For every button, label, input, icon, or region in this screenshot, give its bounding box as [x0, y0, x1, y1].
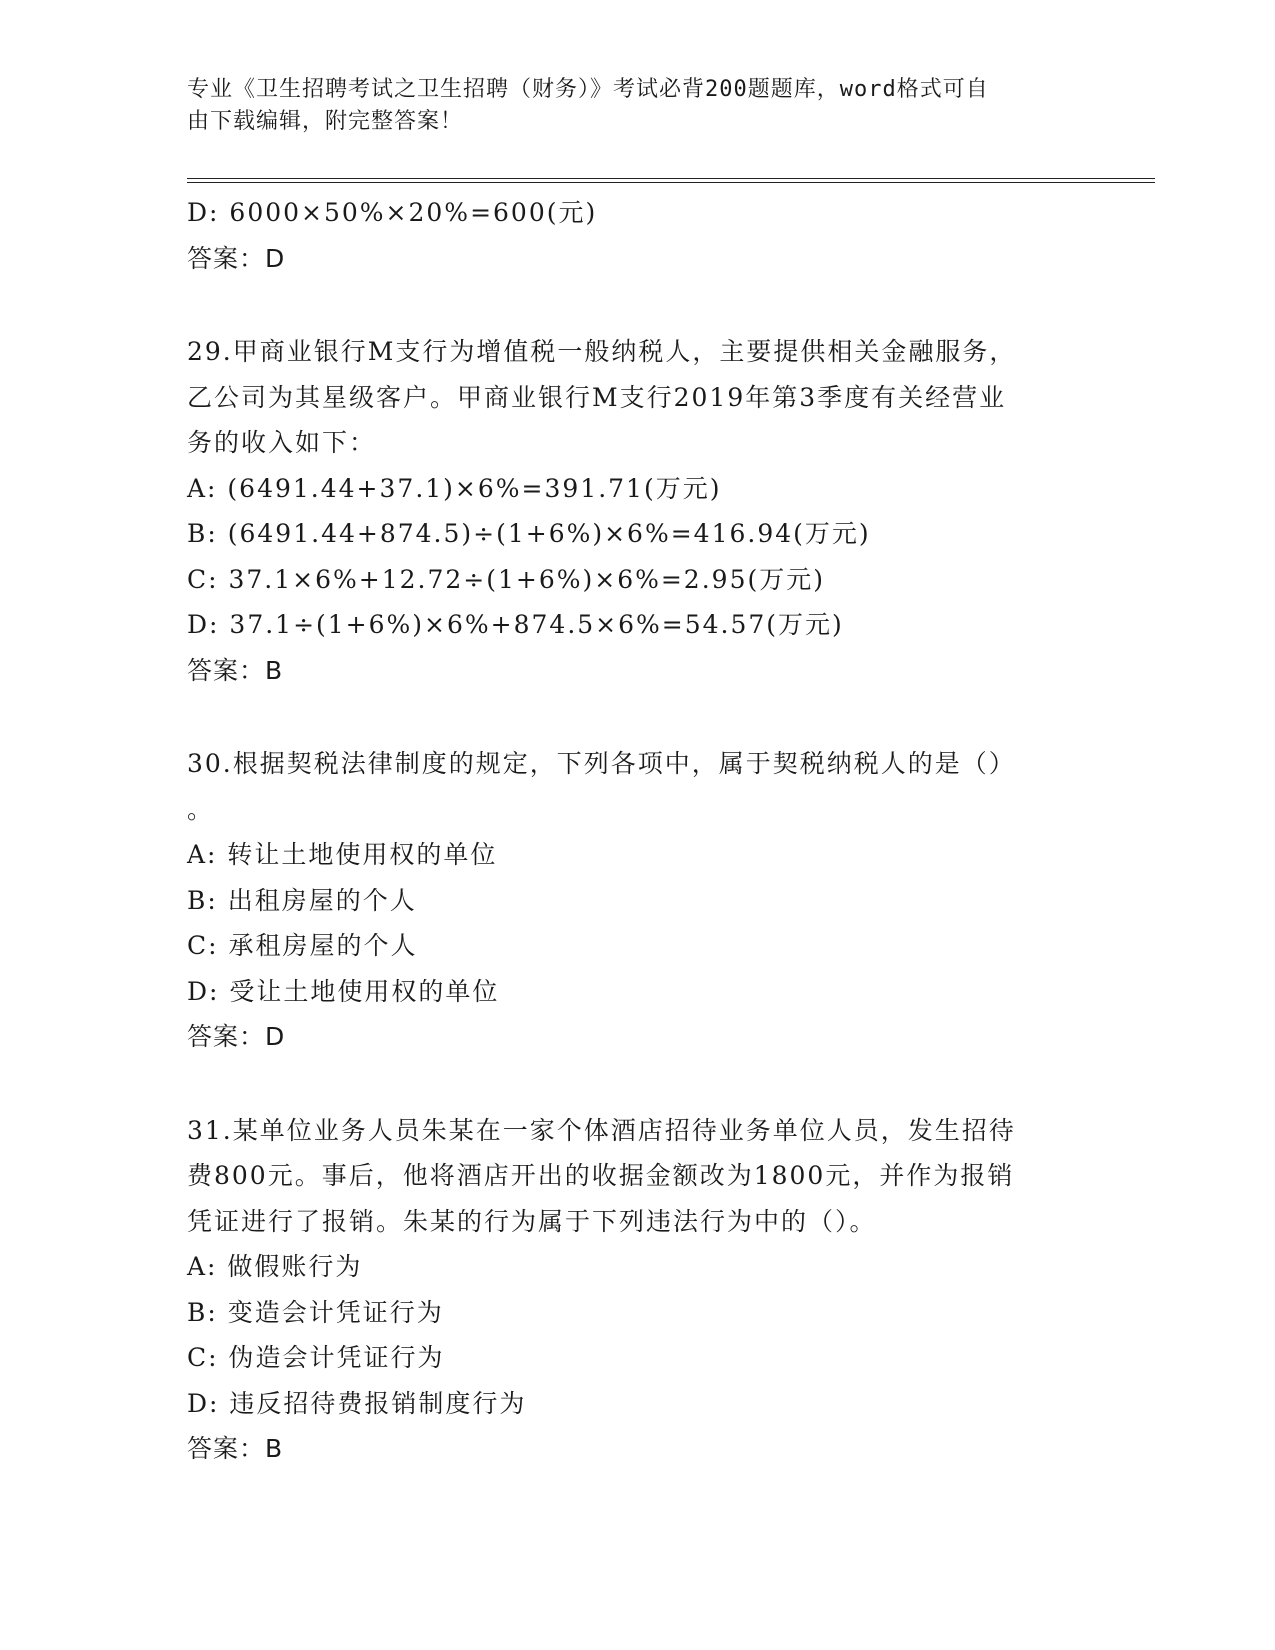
option-c: C: 承租房屋的个人	[187, 931, 418, 960]
option-c: C: 伪造会计凭证行为	[187, 1343, 445, 1372]
header-line-1: 专业《卫生招聘考试之卫生招聘（财务）》考试必背200题题库，word格式可自	[187, 77, 989, 102]
option-b: B: (6491.44+874.5)÷(1+6%)×6%=416.94(万元)	[187, 519, 871, 548]
option-d: D: 受让土地使用权的单位	[187, 976, 500, 1006]
question-stem-line: 31.某单位业务人员朱某在一家个体酒店招待业务单位人员，发生招待	[187, 1115, 1016, 1145]
question-content	[187, 190, 1087, 1472]
header-divider-bottom	[187, 182, 1155, 183]
question-stem-line: 30.根据契税法律制度的规定，下列各项中，属于契税纳税人的是（）	[187, 749, 1016, 778]
question-31	[187, 1108, 1087, 1472]
question-stem-line: 凭证进行了报销。朱某的行为属于下列违法行为中的（）。	[187, 1206, 877, 1236]
answer-line: 答案：B	[187, 1434, 284, 1463]
question-stem-line: 乙公司为其星级客户。甲商业银行M支行2019年第3季度有关经营业	[187, 382, 1007, 412]
option-b: B: 变造会计凭证行为	[187, 1297, 444, 1327]
question-30	[187, 741, 1087, 1060]
question-stem-line: 费800元。事后，他将酒店开出的收据金额改为1800元，并作为报销	[187, 1161, 1015, 1190]
question-29	[187, 329, 1087, 693]
page-header	[187, 74, 1087, 138]
header-line-2: 由下载编辑，附完整答案！	[187, 109, 464, 134]
option-a: A: 做假账行为	[187, 1252, 363, 1281]
option-d: D: 6000×50%×20%=600(元)	[187, 198, 598, 227]
question-stem-line: 。	[187, 794, 215, 824]
answer-line: 答案：B	[187, 655, 284, 685]
question-stem-line: 29.甲商业银行M支行为增值税一般纳税人，主要提供相关金融服务，	[187, 337, 1017, 366]
header-divider-top	[187, 178, 1155, 179]
answer-line: 答案：D	[187, 243, 286, 273]
previous-question-tail	[187, 190, 1087, 281]
option-a: A: 转让土地使用权的单位	[187, 840, 498, 869]
answer-line: 答案：D	[187, 1022, 286, 1051]
option-d: D: 37.1÷(1+6%)×6%+874.5×6%=54.57(万元)	[187, 610, 844, 639]
question-stem-line: 务的收入如下：	[187, 428, 377, 457]
option-b: B: 出租房屋的个人	[187, 885, 417, 915]
option-c: C: 37.1×6%+12.72÷(1+6%)×6%=2.95(万元)	[187, 564, 825, 594]
option-d: D: 违反招待费报销制度行为	[187, 1388, 527, 1418]
option-a: A: (6491.44+37.1)×6%=391.71(万元)	[187, 473, 722, 503]
